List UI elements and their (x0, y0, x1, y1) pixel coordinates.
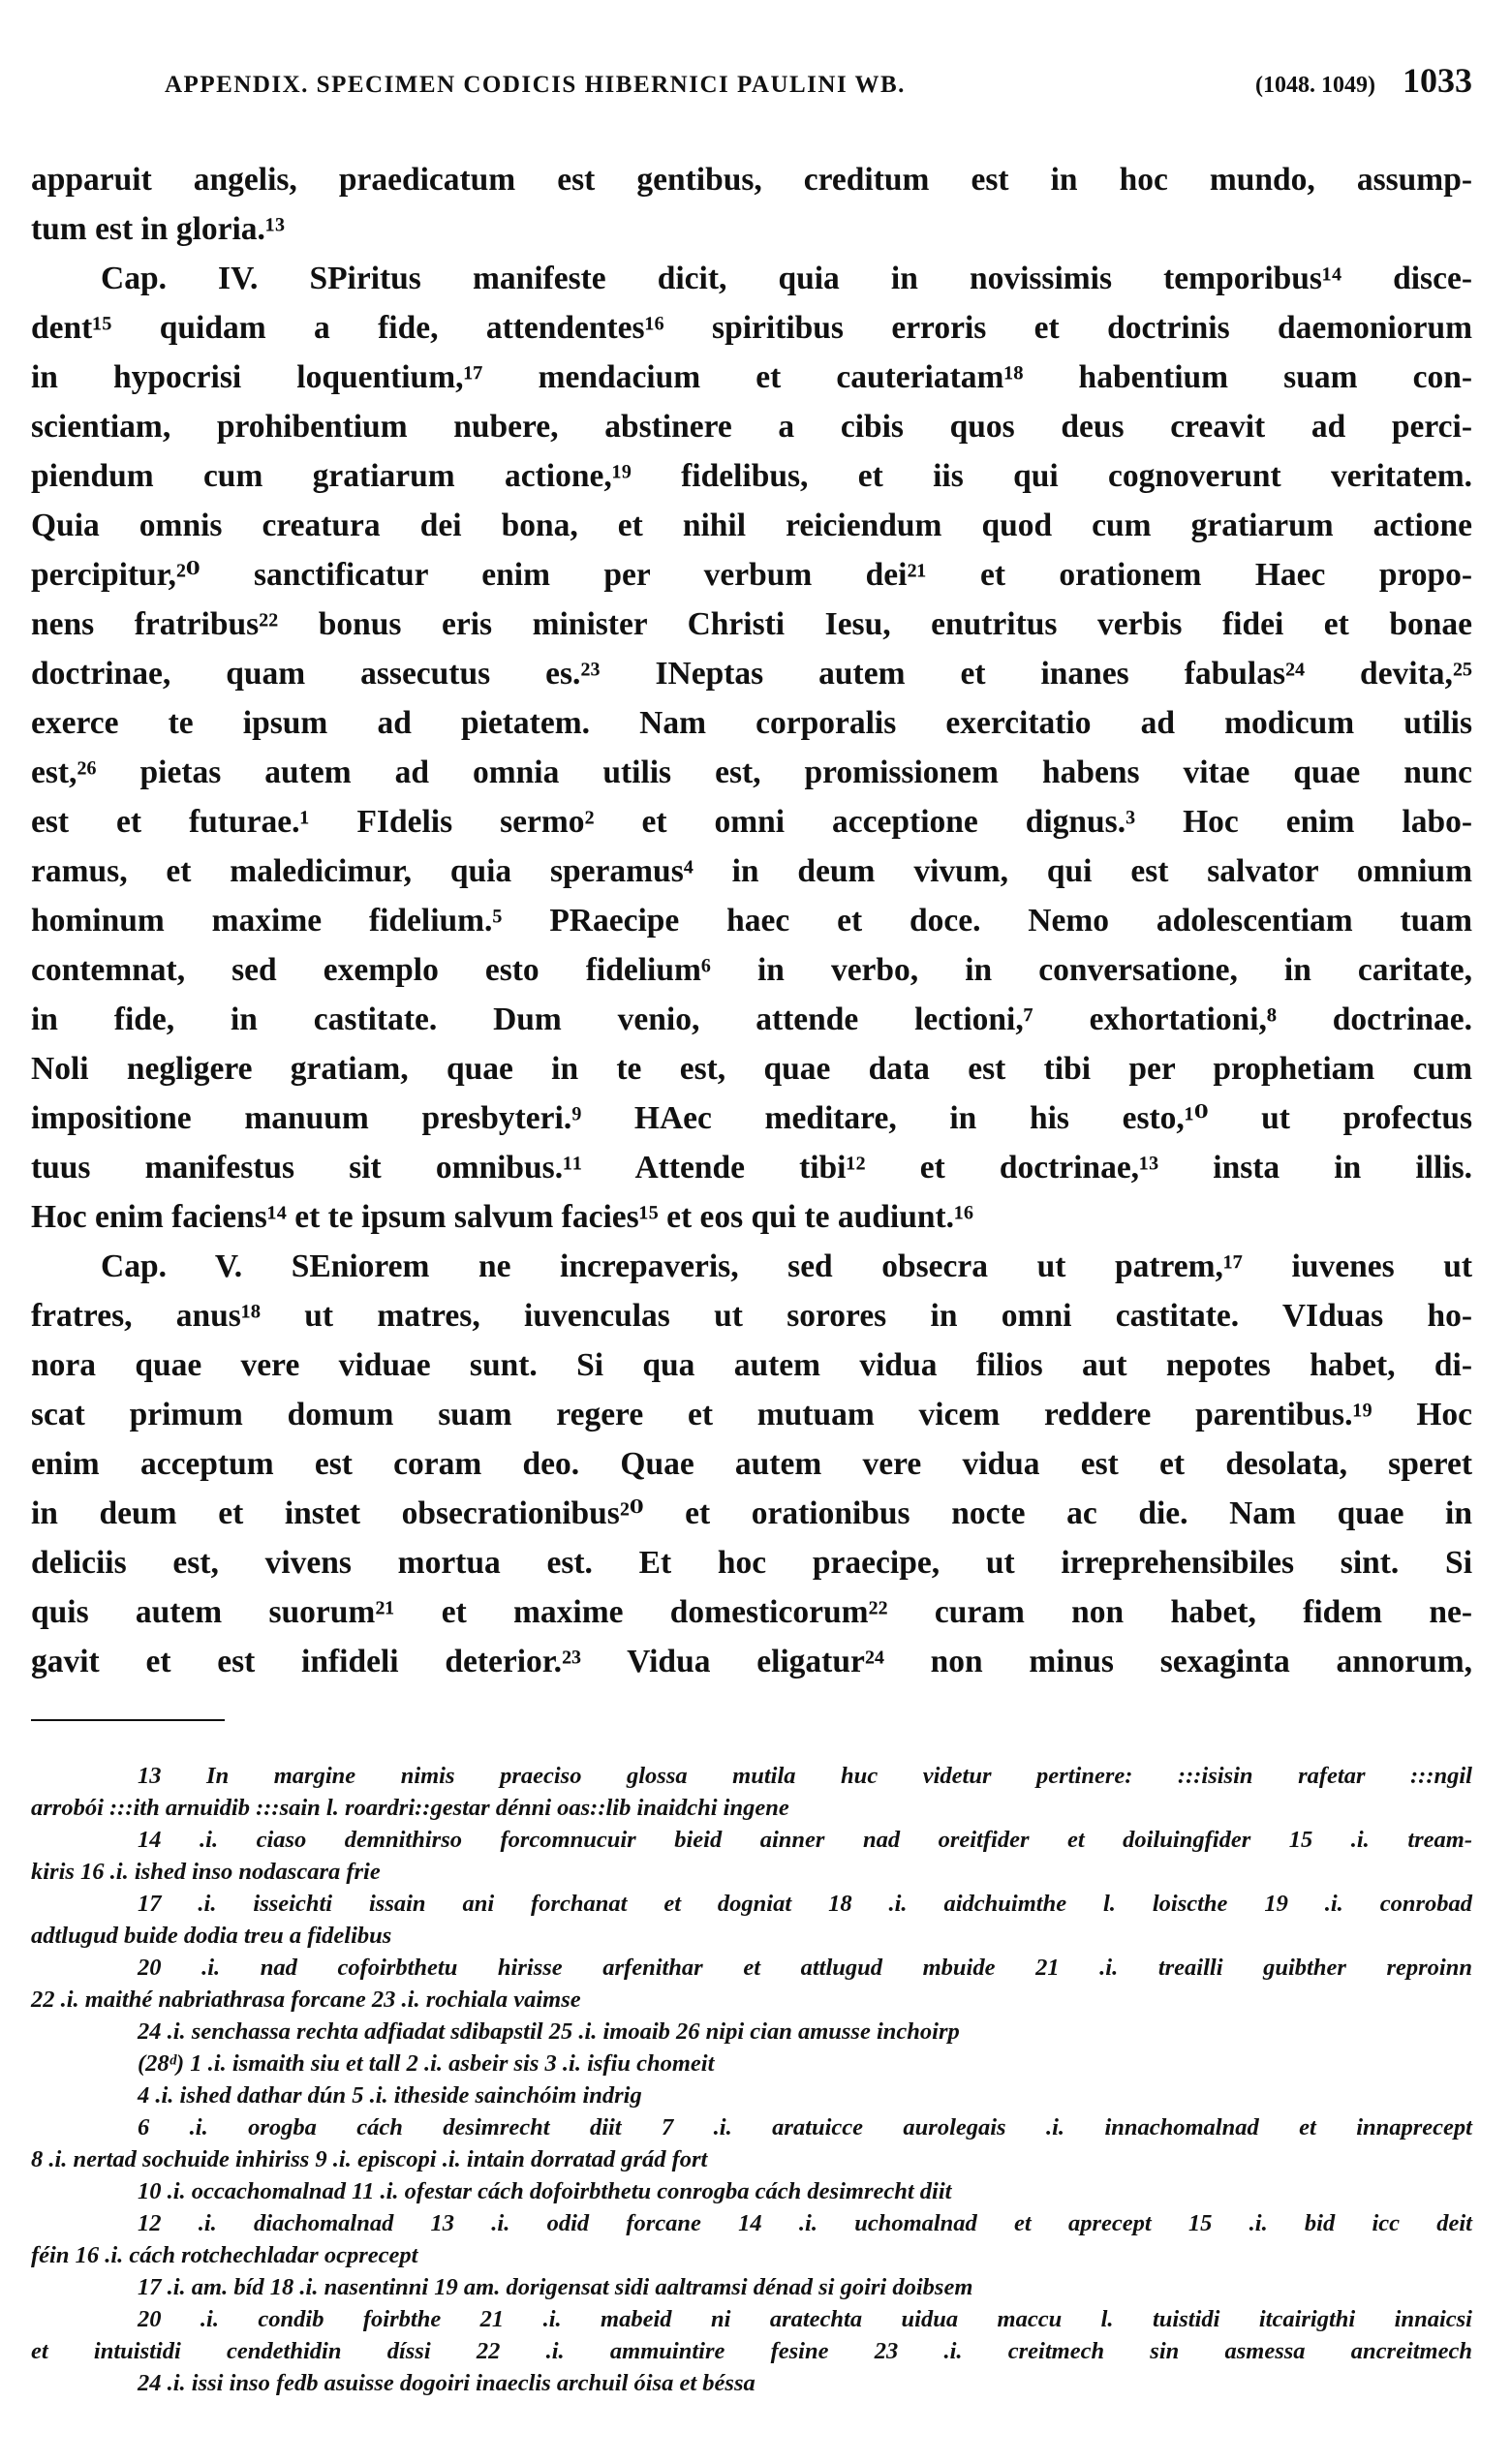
text-line: fratres, anus¹⁸ ut matres, iuvenculas ut sorores in omni castitate. VIduas ho- (31, 1298, 1472, 1334)
text-line: in deum et instet obsecrationibus²⁰ et orationibus nocte ac die. Nam quae in (31, 1495, 1472, 1531)
text-line: apparuit angelis, praedicatum est gentibus, creditum est in hoc mundo, assump- (31, 162, 1472, 198)
footnote-line: 20 .i. condib foirbthe 21 .i. mabeid ni aratechta uidua maccu l. tuistidi itcairigthi innaicsi (138, 2306, 1472, 2332)
text-line: nora quae vere viduae sunt. Si qua autem vidua filios aut nepotes habet, di- (31, 1347, 1472, 1383)
text-line: scientiam, prohibentium nubere, abstinere a cibis quos deus creavit ad perci- (31, 409, 1472, 445)
text-line: Noli negligere gratiam, quae in te est, quae data est tibi per prophetiam cum (31, 1051, 1472, 1087)
text-line: Cap. V. SEniorem ne increpaveris, sed obsecra ut patrem,¹⁷ iuvenes ut (101, 1248, 1472, 1284)
text-line: percipitur,²⁰ sanctificatur enim per verbum dei²¹ et orationem Haec propo- (31, 557, 1472, 593)
column-numbers: (1048. 1049) (1255, 73, 1375, 98)
text-line: tum est in gloria.¹³ (31, 211, 286, 247)
footnote-line: 24 .i. issi inso fedb asuisse dogoiri inaeclis archuil óisa et béssa (138, 2370, 756, 2396)
footnote-line: féin 16 .i. cách rotchechladar ocprecept (31, 2242, 418, 2268)
text-line: enim acceptum est coram deo. Quae autem vere vidua est et desolata, speret (31, 1446, 1472, 1482)
text-line: in hypocrisi loquentium,¹⁷ mendacium et cauteriatam¹⁸ habentium suam con- (31, 359, 1472, 395)
footnote-line: 6 .i. orogba cách desimrecht diit 7 .i. aratuicce aurolegais .i. innachomalnad et innaprecept (138, 2114, 1472, 2141)
text-line: deliciis est, vivens mortua est. Et hoc praecipe, ut irreprehensibiles sint. Si (31, 1545, 1472, 1581)
running-title: APPENDIX. SPECIMEN CODICIS HIBERNICI PAULINI WB. (165, 72, 906, 98)
text-line: in fide, in castitate. Dum venio, attende lectioni,⁷ exhortationi,⁸ doctrinae. (31, 1001, 1472, 1037)
text-line: Cap. IV. SPiritus manifeste dicit, quia in novissimis temporibus¹⁴ disce- (101, 261, 1472, 296)
footnote-line: 13 In margine nimis praeciso glossa mutila huc videtur pertinere: :::isisin rafetar :::ngil (138, 1763, 1472, 1789)
footnote-line: 17 .i. am. bíd 18 .i. nasentinni 19 am. dorigensat sidi aaltramsi dénad si goiri doibsem (138, 2274, 973, 2300)
text-line: nens fratribus²² bonus eris minister Christi Iesu, enutritus verbis fidei et bonae (31, 606, 1472, 642)
footnote-line: et intuistidi cendethidin díssi 22 .i. ammuintire fesine 23 .i. creitmech sin asmessa ancreitmech (31, 2338, 1472, 2364)
text-line: est,²⁶ pietas autem ad omnia utilis est, promissionem habens vitae quae nunc (31, 755, 1472, 790)
footnote-line: 12 .i. diachomalnad 13 .i. odid forcane 14 .i. uchomalnad et aprecept 15 .i. bid icc deit (138, 2210, 1472, 2236)
text-line: doctrinae, quam assecutus es.²³ INeptas autem et inanes fabulas²⁴ devita,²⁵ (31, 656, 1472, 692)
footnote-line: (28ᵈ) 1 .i. ismaith siu et tall 2 .i. asbeir sis 3 .i. isfiu chomeit (138, 2050, 715, 2077)
text-line: impositione manuum presbyteri.⁹ HAec meditare, in his esto,¹⁰ ut profectus (31, 1100, 1472, 1136)
footnote-divider (31, 1719, 225, 1721)
footnote-line: 4 .i. ished dathar dún 5 .i. itheside sainchóim indrig (138, 2082, 642, 2109)
footnotes (31, 1760, 1472, 2399)
text-line: hominum maxime fidelium.⁵ PRaecipe haec et doce. Nemo adolescentiam tuam (31, 903, 1472, 939)
text-line: Hoc enim faciens¹⁴ et te ipsum salvum facies¹⁵ et eos qui te audiunt.¹⁶ (31, 1199, 974, 1235)
text-line: Quia omnis creatura dei bona, et nihil reiciendum quod cum gratiarum actione (31, 508, 1472, 543)
footnote-line: adtlugud buide dodia treu a fidelibus (31, 1923, 392, 1949)
footnote-line: 14 .i. ciaso demnithirso forcomnucuir bieid ainner nad oreitfider et doiluingfider 15 .i. tream- (138, 1827, 1472, 1853)
text-line: exerce te ipsum ad pietatem. Nam corporalis exercitatio ad modicum utilis (31, 705, 1472, 741)
text-line: dent¹⁵ quidam a fide, attendentes¹⁶ spiritibus erroris et doctrinis daemoniorum (31, 310, 1472, 346)
footnote-line: 22 .i. maithé nabriathrasa forcane 23 .i. rochiala vaimse (31, 1987, 581, 2013)
footnote-line: 17 .i. isseichti issain ani forchanat et dogniat 18 .i. aidchuimthe l. loiscthe 19 .i. conrobad (138, 1891, 1472, 1917)
text-line: tuus manifestus sit omnibus.¹¹ Attende tibi¹² et doctrinae,¹³ insta in illis. (31, 1150, 1472, 1186)
footnote-line: 24 .i. senchassa rechta adfiadat sdibapstil 25 .i. imoaib 26 nipi cian amusse inchoirp (138, 2018, 960, 2045)
text-line: ramus, et maledicimur, quia speramus⁴ in deum vivum, qui est salvator omnium (31, 853, 1472, 889)
text-line: scat primum domum suam regere et mutuam vicem reddere parentibus.¹⁹ Hoc (31, 1397, 1472, 1432)
text-line: contemnat, sed exemplo esto fidelium⁶ in verbo, in conversatione, in caritate, (31, 952, 1472, 988)
running-header (165, 60, 1472, 110)
text-line: quis autem suorum²¹ et maxime domesticorum²² curam non habet, fidem ne- (31, 1594, 1472, 1630)
footnote-line: arrobói :::ith arnuidib :::sain l. roardri::gestar dénni oas::lib inaidchi ingene (31, 1795, 789, 1821)
page-number: 1033 (1403, 61, 1472, 100)
text-line: piendum cum gratiarum actione,¹⁹ fidelibus, et iis qui cognoverunt veritatem. (31, 458, 1472, 494)
text-line: gavit et est infideli deterior.²³ Vidua eligatur²⁴ non minus sexaginta annorum, (31, 1644, 1472, 1679)
footnote-line: 8 .i. nertad sochuide inhiriss 9 .i. episcopi .i. intain dorratad grád fort (31, 2146, 708, 2172)
footnote-line: kiris 16 .i. ished inso nodascara frie (31, 1859, 381, 1885)
text-line: est et futurae.¹ FIdelis sermo² et omni acceptione dignus.³ Hoc enim labo- (31, 804, 1472, 840)
footnote-line: 10 .i. occachomalnad 11 .i. ofestar cách dofoirbthetu conrogba cách desimrecht diit (138, 2178, 952, 2204)
main-text (31, 155, 1472, 1686)
footnote-line: 20 .i. nad cofoirbthetu hirisse arfenithar et attlugud mbuide 21 .i. treailli guibther reproinn (138, 1955, 1472, 1981)
